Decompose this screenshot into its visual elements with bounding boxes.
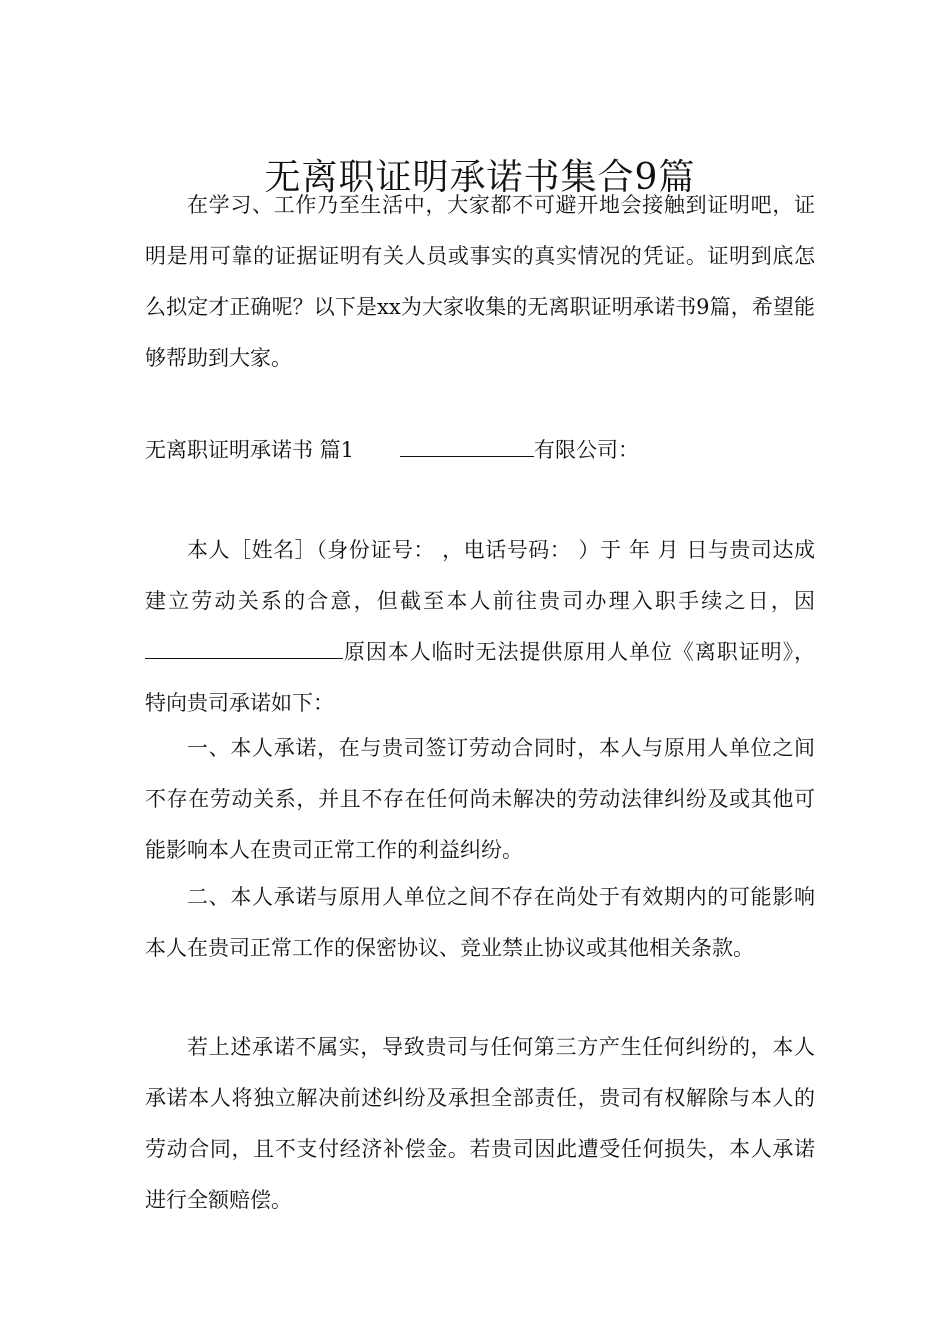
intro-paragraph: 在学习、工作乃至生活中，大家都不可避开地会接触到证明吧，证明是用可靠的证据证明有关人员或事实的真实情况的凭证。证明到底怎么拟定才正确呢？以下是xx为大家收集的无离职证明承诺书9篇，希望能够帮助到大家。: [145, 193, 815, 370]
statement-text-part2: 原因本人临时无法提供原用人单位《离职证明》，特向贵司承诺如下：: [145, 640, 815, 715]
clause-1-paragraph: 一、本人承诺，在与贵司签订劳动合同时，本人与原用人单位之间不存在劳动关系，并且不存在任何尚未解决的劳动法律纠纷及或其他可能影响本人在贵司正常工作的利益纠纷。: [145, 736, 815, 862]
clause-3-paragraph: 若上述承诺不属实，导致贵司与任何第三方产生任何纠纷的，本人承诺本人将独立解决前述纠纷及承担全部责任，贵司有权解除与本人的劳动合同，且不支付经济补偿金。若贵司因此遭受任何损失，本人承诺进行全额赔偿。: [145, 1035, 815, 1212]
section-heading: 无离职证明承诺书 篇1: [145, 438, 355, 462]
section-heading-row: [145, 425, 815, 476]
company-name-blank: [400, 438, 534, 457]
statement-paragraph: [145, 525, 815, 729]
company-suffix: 有限公司：: [534, 438, 640, 462]
reason-blank: [145, 640, 343, 659]
clause-2-paragraph: 二、本人承诺与原用人单位之间不存在尚处于有效期内的可能影响本人在贵司正常工作的保密协议、竞业禁止协议或其他相关条款。: [145, 885, 815, 960]
document-title: 无离职证明承诺书集合9篇: [264, 157, 696, 199]
statement-text-part1: 本人［姓名］（身份证号： ，电话号码： ）于 年 月 日与贵司达成建立劳动关系的合意，但截至本人前往贵司办理入职手续之日，因: [145, 538, 815, 613]
